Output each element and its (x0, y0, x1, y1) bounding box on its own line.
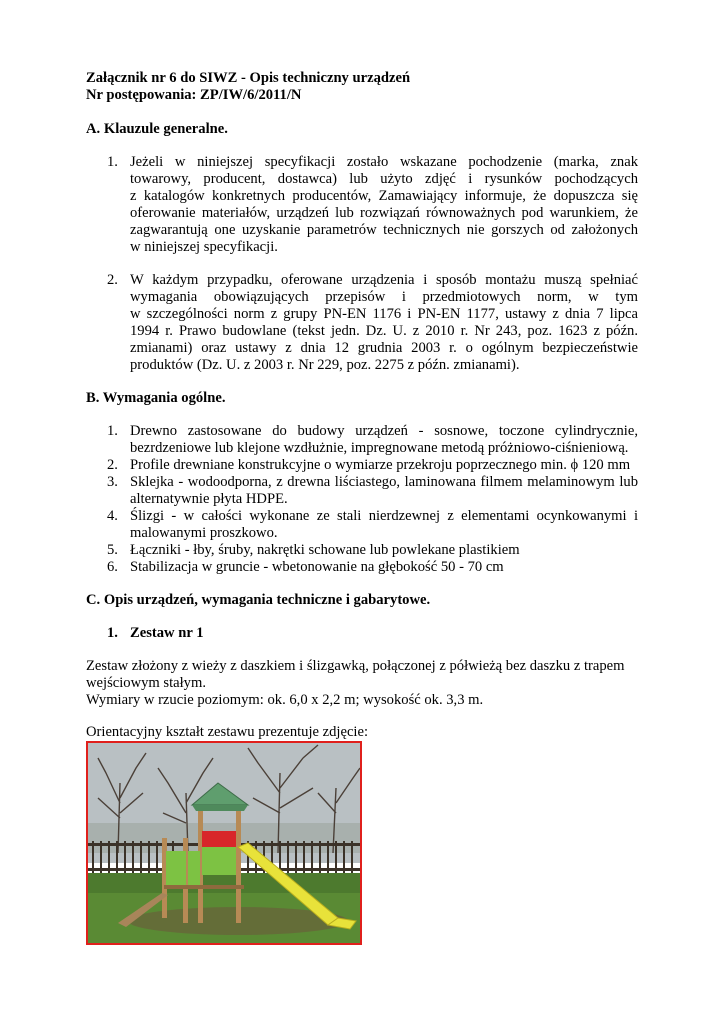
list-item-number: 4. (107, 508, 118, 524)
list-item-line: wymagania obowiązujących przepisów i przedmiotowych norm, w tym (130, 289, 638, 305)
list-item-line: 1994 r. Prawo budowlane (tekst jedn. Dz. U. z 2010 r. Nr 243, poz. 1623 z późn. (130, 323, 638, 339)
photo-caption: Orientacyjny kształt zestawu prezentuje zdjęcie: (86, 724, 369, 740)
section-b-heading: B. Wymagania ogólne. (86, 390, 226, 406)
section-a-heading: A. Klauzule generalne. (86, 121, 228, 137)
list-item-line: w niniejszej specyfikacji. (130, 239, 278, 255)
list-item-line: malowanymi proszkowo. (130, 525, 278, 541)
list-item-line: zagwarantują one uzyskanie parametrów technicznych nie gorszych od założonych (130, 222, 638, 238)
list-item-line: Stabilizacja w gruncie - wbetonowanie na głębokość 50 - 70 cm (130, 559, 504, 575)
set-subheading: Zestaw nr 1 (130, 625, 204, 641)
green-panel (202, 847, 236, 875)
subheading-number: 1. (107, 625, 118, 641)
list-item-line: Profile drewniane konstrukcyjne o wymiarze przekroju poprzecznego min. ϕ 120 mm (130, 457, 631, 473)
list-item-number: 3. (107, 474, 118, 490)
red-panel (202, 831, 236, 847)
list-item-number: 2. (107, 457, 118, 473)
set-description-line: Zestaw złożony z wieży z daszkiem i ślizgawką, połączonej z półwieżą bez daszku z trapem (86, 658, 625, 674)
list-item-line: Drewno zastosowane do budowy urządzeń - sosnowe, toczone cylindrycznie, (130, 423, 638, 439)
set-dimensions: Wymiary w rzucie poziomym: ok. 6,0 x 2,2 m; wysokość ok. 3,3 m. (86, 692, 484, 708)
list-item-number: 5. (107, 542, 118, 558)
list-item-line: towarowy, producent, dostawca) lub użyto zdjęć i rysunków pochodzących (130, 171, 638, 187)
list-item-line: w szczególności norm z grupy PN-EN 1176 i PN-EN 1177, ustawy z dnia 7 lipca (130, 306, 638, 322)
list-item-line: produktów (Dz. U. z 2003 r. Nr 229, poz. 2275 z późn. zmianami). (130, 357, 520, 373)
list-item-number: 1. (107, 423, 118, 439)
list-item-line: W każdym przypadku, oferowane urządzenia i sposób montażu muszą spełniać (130, 272, 638, 288)
playground-photo (86, 741, 362, 945)
list-item-line: Sklejka - wodoodporna, z drewna liściastego, laminowana filmem melaminowym lub (130, 474, 638, 490)
list-item-line: oferowanie materiałów, urządzeń lub rozwiązań równoważnych pod warunkiem, że (130, 205, 638, 221)
set-description-line: wejściowym stałym. (86, 675, 206, 691)
list-item-line: alternatywnie płyta HDPE. (130, 491, 288, 507)
list-item-number: 1. (107, 154, 118, 170)
list-item-line: Jeżeli w niniejszej specyfikacji zostało wskazane pochodzenie (marka, znak (130, 154, 638, 170)
section-c-heading: C. Opis urządzeń, wymagania techniczne i gabarytowe. (86, 592, 431, 608)
list-item-number: 2. (107, 272, 118, 288)
list-item-number: 6. (107, 559, 118, 575)
list-item-line: Ślizgi - w całości wykonane ze stali nierdzewnej z elementami ocynkowanymi i (130, 508, 638, 524)
procedure-number: Nr postępowania: ZP/IW/6/2011/N (86, 87, 302, 103)
list-item-line: zmianami) oraz ustawy z dnia 12 grudnia 2003 r. o ogólnym bezpieczeństwie (130, 340, 638, 356)
list-item-line: bezrdzeniowe lub klejone wzdłużnie, impregnowane metodą próżniowo-ciśnieniową. (130, 440, 629, 456)
list-item-line: z katalogów konkretnych producentów, Zamawiający informuje, że dopuszcza się (130, 188, 638, 204)
list-item-line: Łączniki - łby, śruby, nakrętki schowane lub powlekane plastikiem (130, 542, 520, 558)
document-title: Załącznik nr 6 do SIWZ - Opis techniczny urządzeń (86, 70, 411, 86)
tower-platform (164, 885, 244, 889)
